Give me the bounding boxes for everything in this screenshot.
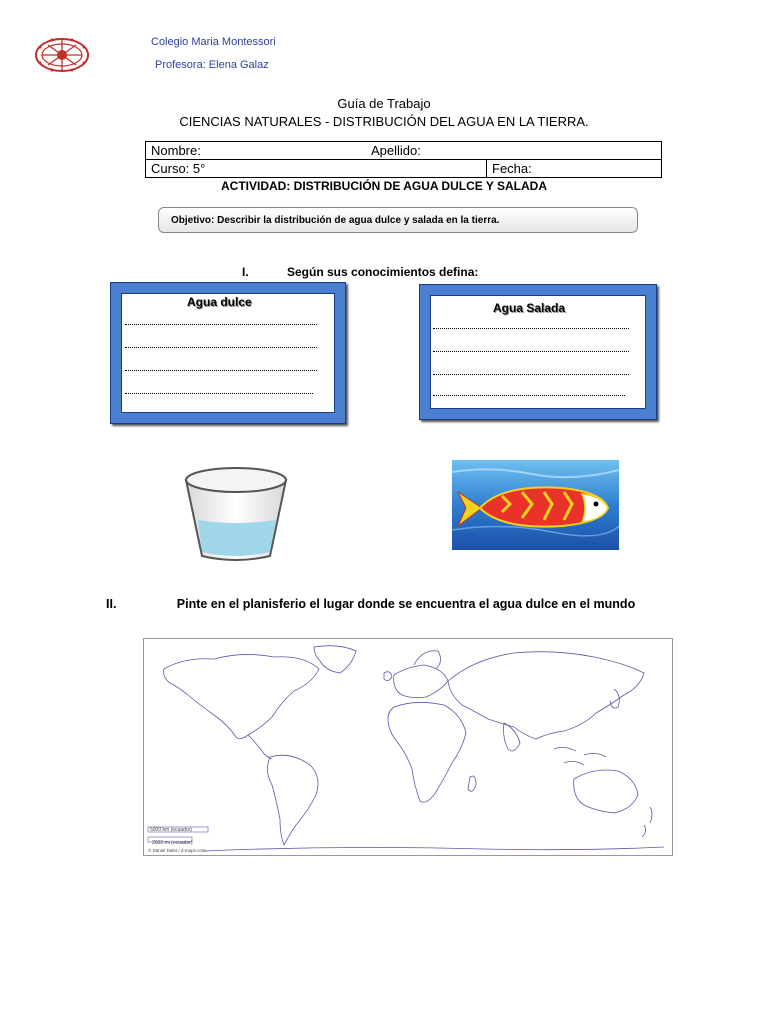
section-2-instruction: Pinte en el planisferio el lugar donde se encuentra el agua dulce en el mundo bbox=[176, 597, 636, 611]
world-map[interactable] bbox=[143, 638, 673, 856]
answer-line[interactable] bbox=[433, 351, 629, 352]
objective-box: Objetivo: Describir la distribución de agua dulce y salada en la tierra. bbox=[158, 207, 638, 233]
subject-title: CIENCIAS NATURALES - DISTRIBUCIÓN DEL AGUA EN LA TIERRA. bbox=[179, 114, 589, 129]
fish-in-sea-image bbox=[452, 460, 619, 550]
school-logo-icon bbox=[34, 37, 90, 73]
map-scale-km: 5000 km (ecuador) bbox=[150, 827, 192, 833]
teacher-name: Profesora: Elena Galaz bbox=[155, 59, 269, 71]
section-1-number: I. bbox=[242, 265, 249, 279]
answer-line[interactable] bbox=[433, 374, 629, 375]
surname-label: Apellido: bbox=[371, 143, 421, 158]
name-label: Nombre: bbox=[151, 143, 201, 158]
map-credit: © Daniel Dalet / d-maps.com bbox=[148, 848, 206, 853]
map-scale-mi: 2000 mi (ecuador) bbox=[152, 840, 193, 846]
fresh-water-definition-box bbox=[110, 282, 346, 424]
guide-title: Guía de Trabajo bbox=[337, 96, 431, 111]
section-1-instruction: Según sus conocimientos defina: bbox=[287, 265, 479, 279]
salt-water-definition-box bbox=[419, 284, 657, 420]
answer-line[interactable] bbox=[125, 324, 317, 325]
answer-line[interactable] bbox=[125, 347, 317, 348]
answer-line[interactable] bbox=[125, 370, 317, 371]
student-info-table bbox=[145, 141, 662, 178]
answer-line[interactable] bbox=[433, 395, 625, 396]
section-2-number: II. bbox=[106, 597, 117, 611]
date-label: Fecha: bbox=[487, 160, 662, 178]
fresh-water-title: Agua dulce bbox=[187, 295, 252, 309]
answer-line[interactable] bbox=[433, 328, 629, 329]
salt-water-title: Agua Salada bbox=[493, 301, 566, 315]
activity-title: ACTIVIDAD: DISTRIBUCIÓN DE AGUA DULCE Y SALADA bbox=[220, 179, 547, 193]
answer-line[interactable] bbox=[125, 393, 313, 394]
glass-of-water-image bbox=[182, 464, 290, 564]
world-map-outline bbox=[144, 639, 672, 855]
course-label: Curso: 5° bbox=[146, 160, 487, 178]
school-name: Colegio Maria Montessori bbox=[151, 36, 276, 48]
